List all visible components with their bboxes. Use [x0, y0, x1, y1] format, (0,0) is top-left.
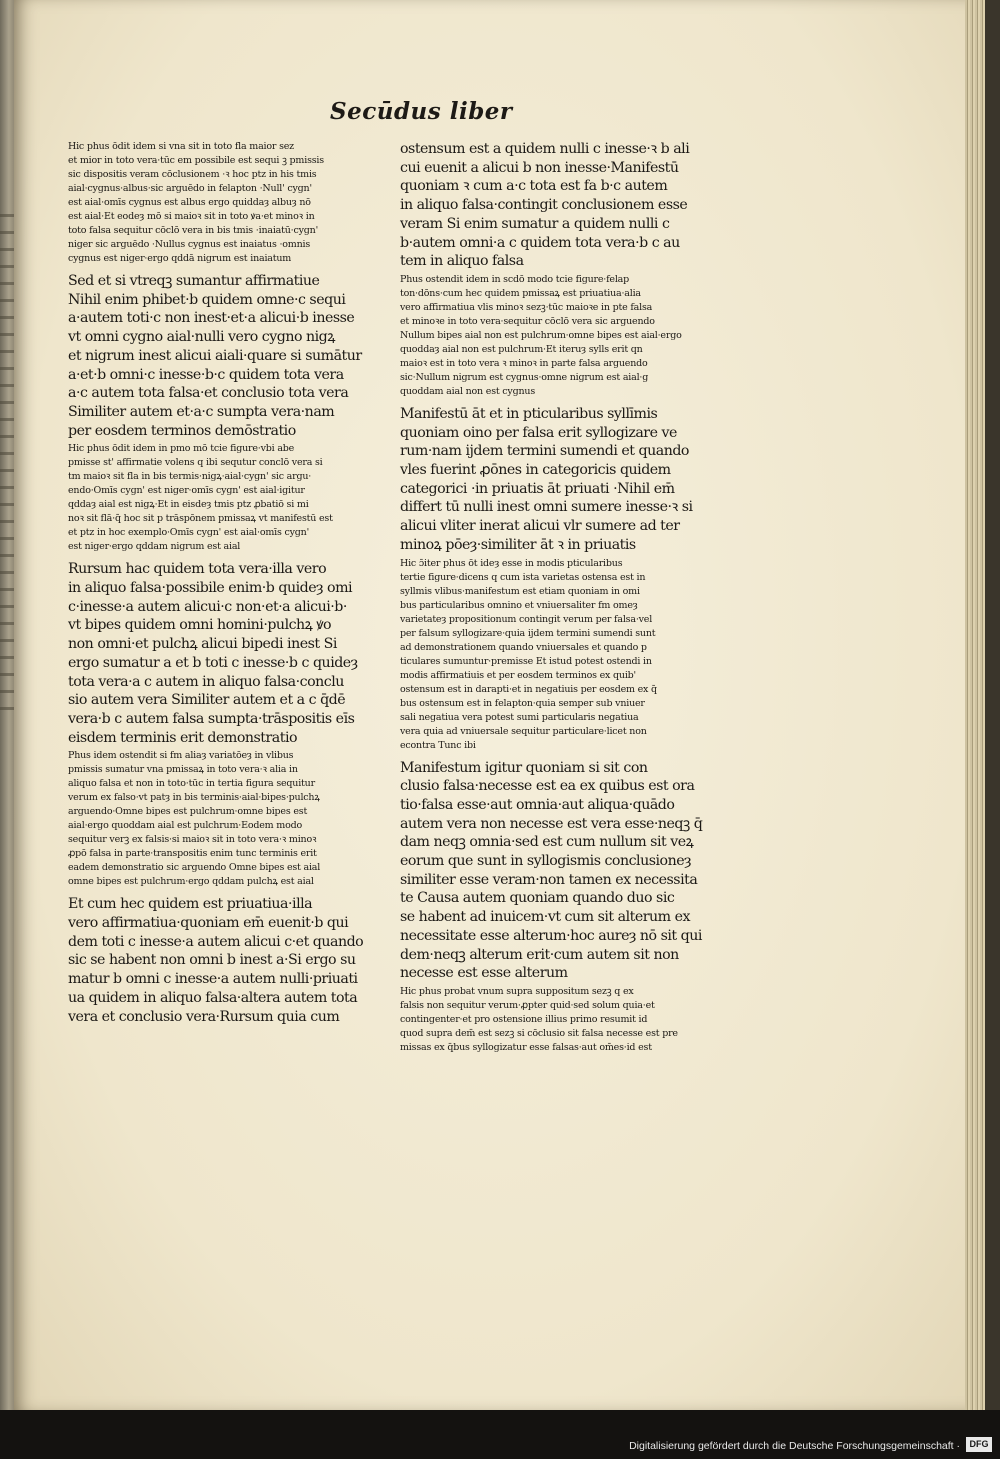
page-stack-edge — [965, 0, 985, 1410]
commentary-block: Phus ostendit idem in scdō modo tcie figure·felap ton·dōns·cum hec quidem pmissaꝝ est priuatiua·alia vero affirmatiua vlis minoꝛ sezꝫ·tūc maioꝛe in pte falsa et minoꝛe in toto vera·sequitur cōclō vera sic arguendo Nullum bipes aial non est pulchrum·omne bipes est aial·ergo quoddaȝ aial non est pulchrum·Et iteruȝ sylls erit qn maioꝛ est in toto vera ꝛ minoꝛ in parte falsa arguendo sic·Nullum nigrum est cygnus·omne nigrum est aial·g quoddam aial non est cygnus — [400, 273, 682, 397]
main-text-block: Sed et si vtreqꝫ sumantur affirmatiue Nihil enim phibet·b quidem omne·c sequi a·autem toti·c non inest·et·a alicui·b inesse vt omni cygno aial·nulli vero cygno nigꝝ et nigrum inest alicui aiali·quare si sumātur a·et·b omni·c inesse·b·c quidem tota vera a·c autem tota falsa·et conclusio tota vera Similiter autem et·a·c sumpta vera·nam per eosdem terminos demōstratio — [68, 273, 362, 439]
running-head: Secūdus liber — [330, 98, 513, 125]
dfg-logo: DFG — [966, 1437, 992, 1452]
main-text-block: Manifestum igitur quoniam si sit con clusio falsa·necesse est ea ex quibus est ora tio·falsa esse·aut omnia·aut aliqua·quādo autem vera non necesse est vera esse·neqꝫ q̄ dam neqꝫ omnia·sed est cum nullum sit veꝝ eorum que sunt in syllogismis conclusioneȝ similiter esse veram·non tamen ex necessita te Causa autem quoniam quando duo sic se habent ad inuicem·vt cum sit alterum ex necessitate esse alterum·hoc aureȝ nō sit qui dem·neqꝫ alterum erit·cum autem sit non necesse est esse alterum — [400, 759, 703, 982]
main-text-block: Et cum hec quidem est priuatiua·illa vero affirmatiua·quoniam em̄ euenit·b qui dem toti c inesse·a autem alicui c·et quando sic se habent non omni b inest a·Si ergo su matur b omni c inesse·a autem nulli·priuati ua quidem in aliquo falsa·altera autem tota vera et conclusio vera·Rursum quia cum — [68, 896, 364, 1025]
commentary-block: Hic ɔ̄iter phus ōt ideȝ esse in modis pticularibus tertie figure·dicens q cum ista varietas ostensa est in syllmis vlibus·manifestum est etiam quoniam in omi bus particularibus omnino et vniuersaliter fm omeȝ varietateȝ propositionum contingit verum per falsa·vel per falsum syllogizare·quia ijdem termini sumendi sunt ad demonstrationem quando vniuersales et quando p ticulares sumuntur·premisse Et istud potest ostendi in modis affirmatiuis et per eosdem terminos ex quib' ostensum est in darapti·et in negatiuis per eosdem ex q̄ bus ostensum est in felapton·quia semper sub vniuer sali negatiua vera potest sumi particularis negatiua vera quia ad vniuersale sequitur particulare·licet non econtra Tunc ibi — [400, 557, 657, 751]
main-text-block: ostensum est a quidem nulli c inesse·ꝛ b ali cui euenit a alicui b non inesse·Manifestū quoniam ꝛ cum a·c tota est fa b·c autem in aliquo falsa·contingit conclusionem esse veram Si enim sumatur a quidem nulli c b·autem omni·a c quidem tota vera·b c au tem in aliquo falsa — [400, 141, 690, 270]
right-text-column — [400, 140, 718, 1055]
main-text-block: Rursum hac quidem tota vera·illa vero in aliquo falsa·possibile enim·b quideȝ omi c·inesse·a autem alicui·c non·et·a alicui·b· vt bipes quidem omni homini·pulchꝝ ꝟo non omni·et pulchꝝ alicui bipedi inest Si ergo sumatur a et b toti c inesse·b c quideȝ tota vera·a c autem in aliquo falsa·conclu sio autem vera Similiter autem et a c q̄dē vera·b c autem falsa sumpta·trāspositis eīs eisdem terminis erit demonstratio — [68, 561, 358, 746]
funding-credit: Digitalisierung gefördert durch die Deutsche Forschungsgemeinschaft · — [629, 1440, 960, 1452]
book-cover-edge — [985, 0, 1000, 1410]
commentary-block: Hic phus ōdit idem in pmo mō tcie figure·vbi abe pmisse st' affirmatie volens q ibi sequtur conclō vera si tm maioꝛ sit fla in bis termis·nigꝝ·aial·cygn' sic argu· endo·Omīs cygn' est niger·omīs cygn' est aial·igitur qddaȝ aial est nigꝝ·Et in eisdeȝ tmis ptz ꝓbatiō si mi noꝛ sit flā·q̄ hoc sit p trāspōnem pmissaꝝ vt manifestū est et ptz in hoc exemplo·Omīs cygn' est aial·omīs cygn' est niger·ergo qddam nigrum est aial — [68, 443, 333, 553]
commentary-block: Hic phus ōdit idem si vna sit in toto fla maior sez et mior in toto vera·tūc em possibile est sequi ꝫ pmissis sic dispositis veram cōclusionem ·ꝛ hoc ptz in his tmis aial·cygnus·albus·sic arguēdo in felapton ·Null' cygn' est aial·omīs cygnus est albus ergo quiddaȝ albuȝ nō est aial·Et eodeȝ mō si maioꝛ sit in toto ꝟa·et minoꝛ in toto falsa sequitur cōclō vera in bis tmis ·inaiatū·cygn' niger sic arguēdo ·Nullus cygnus est inaiatus ·omnis cygnus est niger·ergo qddā nigrum est inaiatum — [68, 141, 324, 264]
commentary-block: Hic phus probat vnum supra suppositum sezꝫ q ex falsis non sequitur verum·ꝓpter quid·sed solum quia·et contingenter·et pro ostensione illius primo resumit id quod supra dem̄ est sezꝫ si cōclusio sit falsa necesse est pre missas ex q̄bus syllogizatur esse falsas·aut om̄es·id est — [400, 985, 678, 1053]
commentary-block: Phus idem ostendit si fm aliaȝ variatōeȝ in vlibus pmissis sumatur vna pmissaꝝ in toto vera·ꝛ alia in aliquo falsa et non in toto·tūc in tertia figura sequitur verum ex falso·vt patȝ in bis terminis·aial·bipes·pulchꝝ arguendo·Omne bipes est pulchrum·omne bipes est aial·ergo quoddam aial est pulchrum·Eodem modo sequitur verꝫ ex falsis·si maioꝛ sit in toto vera·ꝛ minoꝛ ꝓpō falsa in parte·transpositis enim tunc terminis erit eadem demonstratio sic arguendo Omne bipes est aial omne bipes est pulchrum·ergo qddam pulchꝝ est aial — [68, 750, 321, 888]
main-text-block: Manifestū āt et in pticularibus syllīmis quoniam oino per falsa erit syllogizare ve rum·nam ijdem termini sumendi et quando vles fuerint ꝓōnes in categoricis quidem categorici ·in priuatis āt priuati ·Nihil em̄ differt tū nulli inest omni sumere inesse·ꝛ si alicui vliter inerat alicui vlr sumere ad ter minoꝝ pōeȝ·similiter āt ꝛ in priuatis — [400, 405, 693, 553]
left-text-column — [68, 140, 390, 1026]
